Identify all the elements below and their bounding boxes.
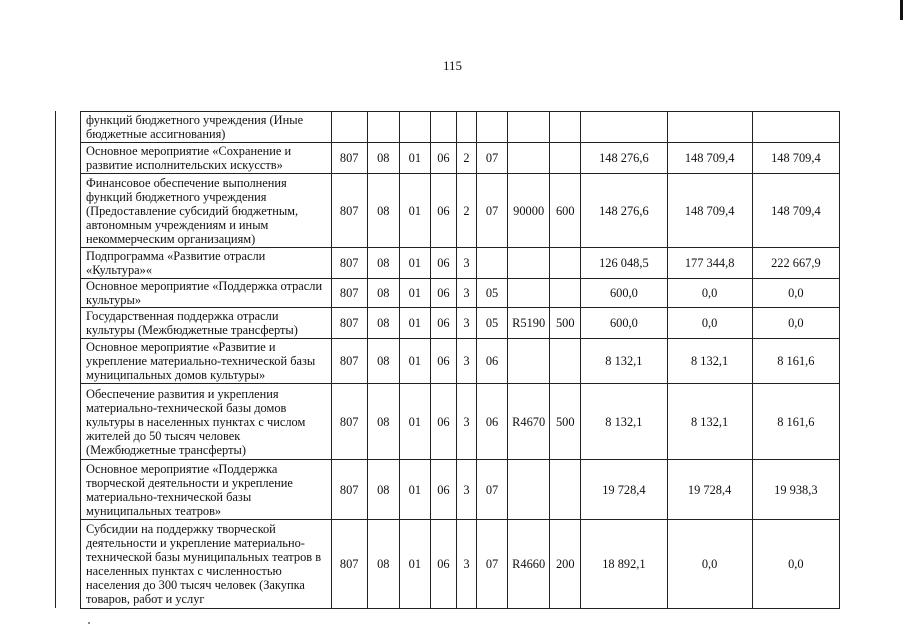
ved-code: 807 [331,308,367,339]
amount-year-1: 126 048,5 [581,248,667,279]
amount-year-2: 0,0 [667,279,752,308]
amount-year-3: 8 161,6 [752,384,839,460]
table-row [81,143,840,174]
amount-year-3: 222 667,9 [752,248,839,279]
subsection-code: 01 [399,143,430,174]
expense-type-code [550,339,581,384]
subsection-code: 01 [399,460,430,520]
expense-type-code [550,112,581,143]
row-name: Основное мероприятие «Развитие и укрепление материально-технической базы муниципальных домов культуры» [81,339,332,384]
subprogram-code: 3 [456,460,476,520]
program-code: 06 [430,308,456,339]
expense-type-code [550,279,581,308]
subsection-code [399,112,430,143]
scan-edge-mark [900,0,903,20]
event-code [477,112,508,143]
amount-year-2: 0,0 [667,520,752,609]
event-code: 06 [477,384,508,460]
budget-table-body [81,112,840,609]
program-code: 06 [430,143,456,174]
amount-year-3: 0,0 [752,279,839,308]
subprogram-code [456,112,476,143]
expense-type-code: 600 [550,174,581,248]
direction-code [508,279,550,308]
event-code: 07 [477,460,508,520]
amount-year-3: 0,0 [752,520,839,609]
subsection-code: 01 [399,384,430,460]
table-row [81,248,840,279]
page-number: 115 [442,58,463,73]
section-code: 08 [367,308,399,339]
subsection-code: 01 [399,339,430,384]
row-name: Обеспечение развития и укрепления материально-технической базы домов культуры в населенных пунктах с числом жителей до 50 тысяч человек (Межбюджетные трансферты) [81,384,332,460]
amount-year-1: 8 132,1 [581,339,667,384]
event-code: 05 [477,279,508,308]
subsection-code: 01 [399,520,430,609]
amount-year-2: 8 132,1 [667,384,752,460]
program-code: 06 [430,384,456,460]
program-code [430,112,456,143]
direction-code: 90000 [508,174,550,248]
subsection-code: 01 [399,308,430,339]
subprogram-code: 3 [456,339,476,384]
row-name: Основное мероприятие «Сохранение и развитие исполнительских искусств» [81,143,332,174]
section-code: 08 [367,174,399,248]
amount-year-3 [752,112,839,143]
amount-year-3: 148 709,4 [752,143,839,174]
event-code: 07 [477,520,508,609]
row-name: Основное мероприятие «Поддержка отрасли культуры» [81,279,332,308]
left-margin-rule [55,111,56,608]
section-code: 08 [367,339,399,384]
subsection-code: 01 [399,279,430,308]
section-code: 08 [367,248,399,279]
event-code: 07 [477,143,508,174]
subprogram-code: 2 [456,174,476,248]
ved-code: 807 [331,174,367,248]
direction-code [508,112,550,143]
amount-year-2: 19 728,4 [667,460,752,520]
direction-code [508,339,550,384]
ved-code [331,112,367,143]
subprogram-code: 3 [456,520,476,609]
amount-year-1: 148 276,6 [581,143,667,174]
subprogram-code: 2 [456,143,476,174]
ved-code: 807 [331,279,367,308]
direction-code [508,143,550,174]
row-name: Основное мероприятие «Поддержка творческой деятельности и укрепление материально-технической базы муниципальных театров» [81,460,332,520]
table-row [81,460,840,520]
table-row [81,384,840,460]
ved-code: 807 [331,520,367,609]
expense-type-code [550,248,581,279]
ved-code: 807 [331,248,367,279]
amount-year-2: 148 709,4 [667,143,752,174]
subprogram-code: 3 [456,308,476,339]
expense-type-code: 200 [550,520,581,609]
ved-code: 807 [331,339,367,384]
expense-type-code: 500 [550,384,581,460]
amount-year-1: 600,0 [581,308,667,339]
table-row [81,520,840,609]
direction-code: R4660 [508,520,550,609]
table-row [81,112,840,143]
expense-type-code [550,460,581,520]
row-name: Субсидии на поддержку творческой деятельности и укрепление материально-технической базы муниципальных театров в населенных пунктах с численностью населения до 300 тысяч человек (Закупка товаров, работ и услуг [81,520,332,609]
amount-year-1 [581,112,667,143]
direction-code [508,248,550,279]
row-name: функций бюджетного учреждения (Иные бюджетные ассигнования) [81,112,332,143]
table-row [81,308,840,339]
amount-year-3: 19 938,3 [752,460,839,520]
section-code: 08 [367,460,399,520]
program-code: 06 [430,174,456,248]
amount-year-2: 0,0 [667,308,752,339]
program-code: 06 [430,339,456,384]
ved-code: 807 [331,384,367,460]
row-name: Финансовое обеспечение выполнения функций бюджетного учреждения (Предоставление субсидий бюджетным, автономным учреждениям и иным некоммерческим организациям) [81,174,332,248]
row-name: Государственная поддержка отрасли культуры (Межбюджетные трансферты) [81,308,332,339]
event-code: 05 [477,308,508,339]
amount-year-1: 148 276,6 [581,174,667,248]
section-code: 08 [367,143,399,174]
budget-table [80,111,840,609]
amount-year-3: 0,0 [752,308,839,339]
subsection-code: 01 [399,248,430,279]
expense-type-code [550,143,581,174]
expense-type-code: 500 [550,308,581,339]
ved-code: 807 [331,460,367,520]
table-row [81,174,840,248]
section-code [367,112,399,143]
section-code: 08 [367,520,399,609]
amount-year-1: 8 132,1 [581,384,667,460]
amount-year-1: 19 728,4 [581,460,667,520]
amount-year-2: 148 709,4 [667,174,752,248]
subprogram-code: 3 [456,248,476,279]
section-code: 08 [367,384,399,460]
row-name: Подпрограмма «Развитие отрасли «Культура»« [81,248,332,279]
program-code: 06 [430,248,456,279]
ved-code: 807 [331,143,367,174]
amount-year-3: 148 709,4 [752,174,839,248]
direction-code: R5190 [508,308,550,339]
subprogram-code: 3 [456,279,476,308]
section-code: 08 [367,279,399,308]
amount-year-2 [667,112,752,143]
event-code: 07 [477,174,508,248]
event-code [477,248,508,279]
amount-year-2: 8 132,1 [667,339,752,384]
direction-code: R4670 [508,384,550,460]
program-code: 06 [430,520,456,609]
amount-year-1: 18 892,1 [581,520,667,609]
table-row [81,339,840,384]
program-code: 06 [430,460,456,520]
amount-year-1: 600,0 [581,279,667,308]
table-row [81,279,840,308]
subprogram-code: 3 [456,384,476,460]
direction-code [508,460,550,520]
program-code: 06 [430,279,456,308]
subsection-code: 01 [399,174,430,248]
amount-year-2: 177 344,8 [667,248,752,279]
scan-speck [88,622,90,624]
amount-year-3: 8 161,6 [752,339,839,384]
event-code: 06 [477,339,508,384]
